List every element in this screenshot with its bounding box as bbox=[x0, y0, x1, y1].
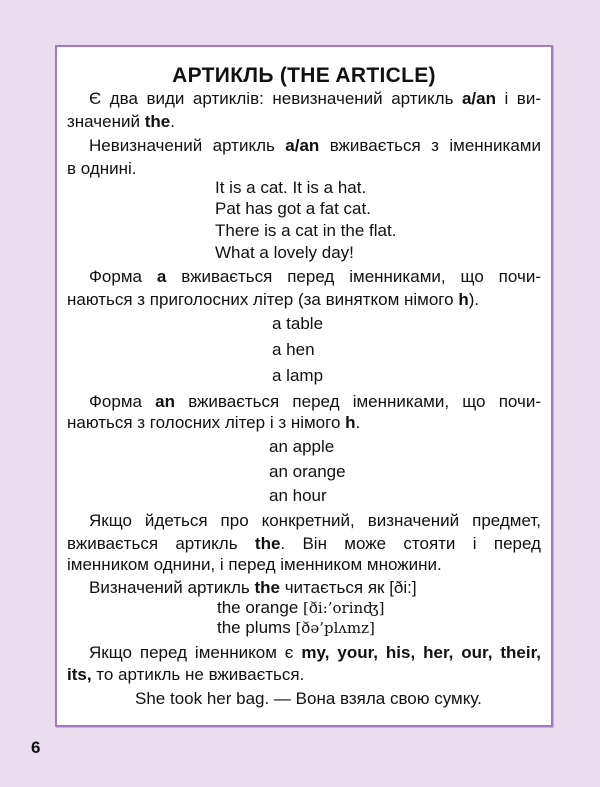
text-segment: ). bbox=[468, 290, 480, 309]
article-rule-box bbox=[55, 45, 553, 727]
text-line bbox=[67, 555, 442, 575]
page-title: АРТИКЛЬ (THE ARTICLE) bbox=[172, 64, 436, 87]
page-number: 6 bbox=[31, 738, 41, 757]
bold-term: a bbox=[156, 267, 167, 286]
text-segment: the orange bbox=[217, 598, 304, 617]
text-segment: читається як [ði:] bbox=[279, 578, 417, 597]
text-segment: Визначений артикль bbox=[89, 578, 255, 597]
text-line bbox=[67, 392, 541, 412]
text-line bbox=[67, 413, 360, 433]
text-line bbox=[269, 462, 346, 482]
text-segment: the plums bbox=[217, 618, 296, 637]
text-segment: an orange bbox=[269, 462, 346, 481]
text-line bbox=[272, 366, 323, 386]
text-line bbox=[215, 221, 396, 241]
text-segment: a table bbox=[272, 314, 324, 333]
text-line bbox=[67, 112, 175, 132]
text-segment: Якщо йдеться про конкретний, визначений предмет, bbox=[89, 511, 541, 530]
text-segment: вживається перед іменниками, що почи- bbox=[175, 392, 541, 411]
bold-term: the bbox=[144, 112, 171, 131]
text-line bbox=[217, 598, 385, 618]
text-line bbox=[67, 136, 541, 156]
text-segment: What a lovely day! bbox=[215, 243, 354, 262]
text-segment: наються з приголосних літер (за винятком німого bbox=[67, 290, 459, 309]
text-line bbox=[215, 199, 371, 219]
text-segment: вживається артикль bbox=[67, 534, 255, 553]
bold-term: a/an bbox=[285, 136, 320, 155]
text-line bbox=[67, 511, 541, 531]
text-line bbox=[67, 578, 417, 598]
bold-term: h bbox=[458, 290, 469, 309]
text-segment: Якщо перед іменником є bbox=[89, 643, 302, 662]
text-segment: Невизначений артикль bbox=[89, 136, 286, 155]
bold-term: a/an bbox=[461, 89, 496, 108]
text-segment: a hen bbox=[272, 340, 315, 359]
text-segment: Форма bbox=[89, 267, 157, 286]
text-segment: то артикль не вживається. bbox=[91, 665, 305, 684]
text-line bbox=[269, 486, 327, 506]
text-segment: вживається з іменниками bbox=[319, 136, 541, 155]
text-line bbox=[67, 89, 541, 109]
text-segment: наються з голосних літер і з німого bbox=[67, 413, 346, 432]
text-line bbox=[269, 437, 334, 457]
text-segment: She took her bag. — Вона взяла свою сумку. bbox=[135, 689, 482, 708]
text-line bbox=[135, 689, 482, 709]
text-segment: It is a cat. It is a hat. bbox=[215, 178, 367, 197]
text-segment: іменником однини, і перед іменником множини. bbox=[67, 555, 442, 574]
text-segment: Pat has got a fat cat. bbox=[215, 199, 371, 218]
text-segment: an apple bbox=[269, 437, 335, 456]
text-line bbox=[67, 665, 304, 685]
text-line bbox=[217, 618, 375, 638]
text-segment: . Він може стояти і перед bbox=[280, 534, 541, 553]
bold-term: its, bbox=[67, 665, 92, 684]
text-line bbox=[272, 314, 323, 334]
text-segment: . bbox=[355, 413, 361, 432]
text-segment: Форма bbox=[89, 392, 156, 411]
text-segment: і ви- bbox=[495, 89, 541, 108]
text-segment: вживається перед іменниками, що почи- bbox=[166, 267, 541, 286]
bold-term: the bbox=[254, 578, 280, 597]
phonetic-transcription: [ði:’orinʤ] bbox=[303, 599, 385, 617]
phonetic-transcription: [ðə’plʌmz] bbox=[295, 619, 375, 637]
text-line bbox=[215, 243, 354, 263]
text-line bbox=[67, 290, 479, 310]
text-segment: в однині. bbox=[67, 159, 137, 178]
text-segment: a lamp bbox=[272, 366, 324, 385]
text-segment: an hour bbox=[269, 486, 327, 505]
bold-term: h bbox=[345, 413, 356, 432]
text-line bbox=[67, 534, 541, 554]
bold-term: my, your, his, her, our, their, bbox=[301, 643, 542, 662]
text-line bbox=[67, 267, 541, 287]
text-segment: значений bbox=[67, 112, 145, 131]
text-line bbox=[215, 178, 366, 198]
bold-term: the bbox=[254, 534, 281, 553]
text-segment: There is a cat in the flat. bbox=[215, 221, 397, 240]
text-line bbox=[272, 340, 315, 360]
text-segment: Є два види артиклів: невизначений артикль bbox=[89, 89, 462, 108]
text-segment: . bbox=[170, 112, 175, 131]
text-line bbox=[67, 159, 137, 179]
bold-term: an bbox=[155, 392, 176, 411]
text-line bbox=[67, 643, 541, 663]
